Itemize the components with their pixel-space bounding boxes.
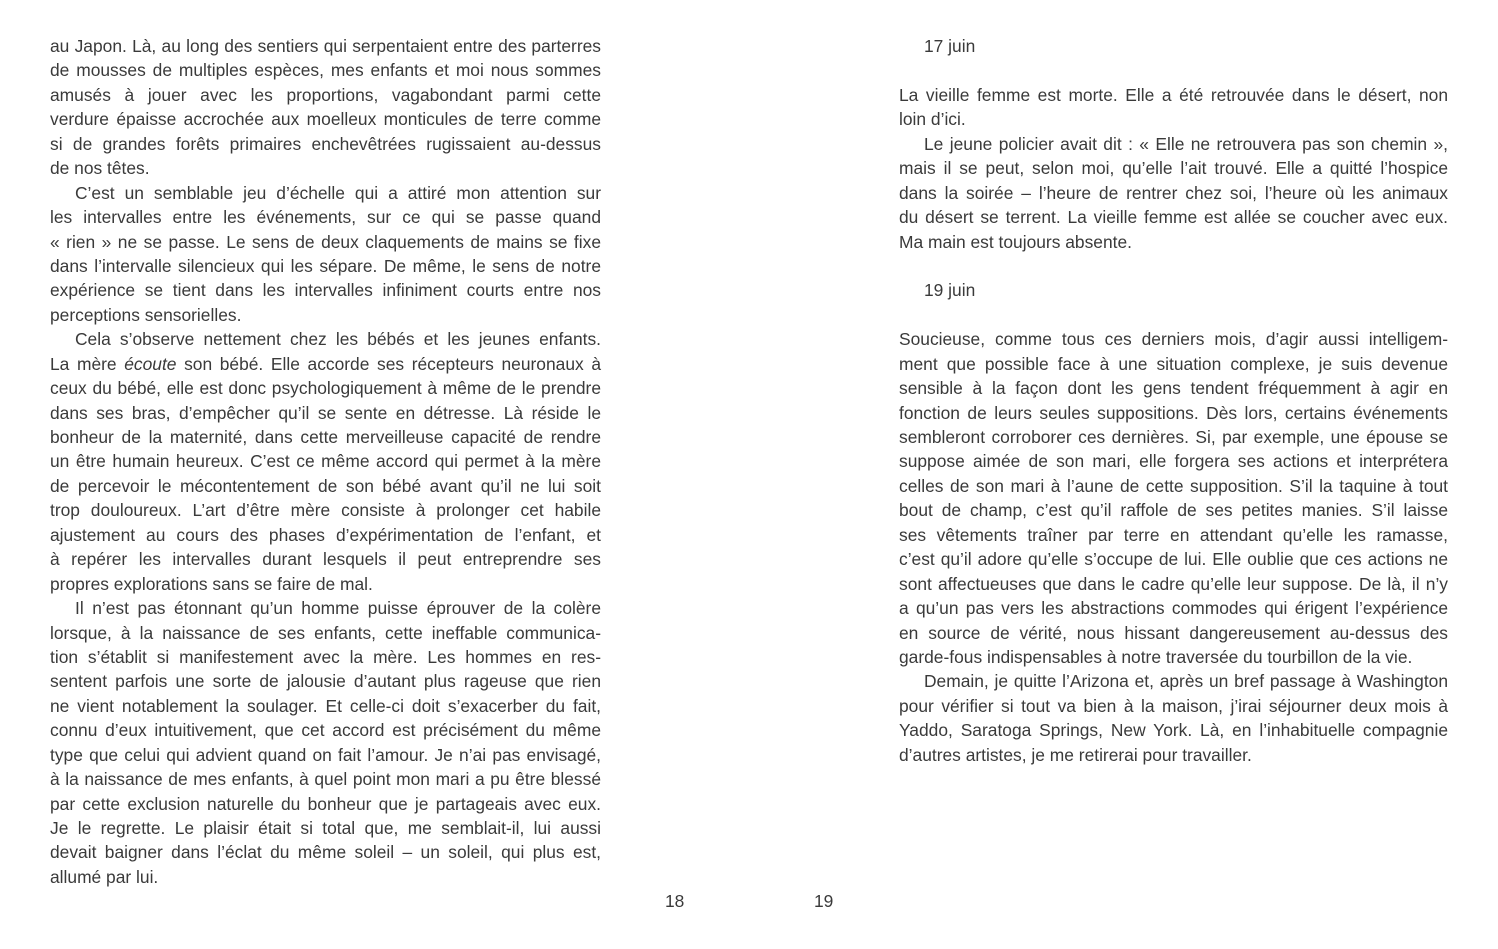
text-line: à repérer les intervalles durant lesquels il peut entreprendre ses [50, 549, 601, 570]
paragraph [50, 327, 601, 596]
text-line: trop douloureux. L’art d’être mère consiste à prolonger cet habile [50, 500, 601, 521]
paragraph [50, 181, 601, 328]
text-line: type que celui qui advient quand on fait l’amour. Je n’ai pas envisagé, [50, 744, 601, 765]
text-line: ne vient notablement la soulager. Et celle-ci doit s’exacerber du fait, [50, 695, 601, 716]
paragraph [899, 669, 1448, 767]
text-line: pour vérifier si tout va bien à la maison, j’irai séjourner deux mois à [899, 695, 1448, 716]
paragraph [50, 34, 601, 181]
italic-emphasis: écoute [124, 353, 177, 374]
text-line: garde-fous indispensables à notre traversée du tourbillon de la vie. [899, 646, 1413, 667]
paragraph [50, 596, 601, 889]
diary-date-heading: 19 juin [924, 280, 976, 301]
text-line: allumé par lui. [50, 866, 159, 887]
text-line: Cela s’observe nettement chez les bébés et les jeunes enfants. [75, 329, 601, 350]
text-line: Le jeune policier avait dit : « Elle ne retrouvera pas son chemin », [924, 133, 1448, 154]
text-line: si de grandes forêts primaires enchevêtrées rugissaient au-dessus [50, 133, 601, 154]
text-line: mais il se peut, selon moi, qu’elle l’ait trouvé. Elle a quitté l’hospice [899, 158, 1448, 179]
text-line: c’est qu’il adore qu’elle s’occupe de lui. Elle oublie que ces actions ne [899, 549, 1448, 570]
text-line: à la naissance de mes enfants, à quel point mon mari a pu être blessé [50, 769, 601, 790]
text-segment: La mère [50, 353, 125, 374]
text-line: « rien » ne se passe. Le sens de deux claquements de mains se fixe [50, 231, 601, 252]
text-line: bout de champ, c’est qu’il raffole de ses petites manies. S’il laisse [899, 500, 1448, 521]
blank-line [899, 303, 1448, 327]
text-line: loin d’ici. [899, 109, 966, 130]
blank-line [899, 254, 1448, 278]
text-line: Il n’est pas étonnant qu’un homme puisse éprouver de la colère [75, 598, 601, 619]
text-line: lorsque, à la naissance de ses enfants, cette ineffable communica- [50, 622, 601, 643]
text-line: amusés à jouer avec les proportions, vagabondant parmi cette [50, 84, 601, 105]
text-line: les intervalles entre les événements, sur ce qui se passe quand [50, 207, 601, 228]
paragraph [899, 132, 1448, 254]
blank-line [899, 58, 1448, 82]
text-line: Je le regrette. Le plaisir était si total que, me semblait-il, lui aussi [50, 818, 601, 838]
text-line: tion s’établit si manifestement avec la mère. Les hommes en res- [50, 646, 601, 667]
text-line: un être humain heureux. C’est ce même accord qui permet à la mère [50, 451, 601, 472]
text-line: de nos têtes. [50, 158, 150, 179]
text-line: dans ses bras, d’empêcher qu’il se sente en détresse. Là réside le [50, 402, 601, 423]
page-number-left: 18 [665, 891, 685, 911]
text-line: expérience se tient dans les intervalles infiniment courts entre nos [50, 280, 601, 301]
text-line: sont affectueuses que dans le cadre qu’elle leur suppose. De là, il n’y [899, 573, 1448, 594]
text-segment: son bébé. Elle accorde ses récepteurs neuronaux à [176, 353, 601, 374]
text-line: Ma main est toujours absente. [899, 231, 1132, 252]
text-line: a qu’un pas vers les abstractions commodes qui érigent l’expérience [899, 598, 1448, 619]
text-line: Yaddo, Saratoga Springs, New York. Là, en l’inhabituelle compagnie [899, 720, 1448, 741]
text-line: dans l’intervalle silencieux qui les sépare. De même, le sens de notre [50, 255, 601, 276]
paragraph [899, 327, 1448, 669]
text-line: Demain, je quitte l’Arizona et, après un bref passage à Washington [924, 671, 1448, 692]
text-line: connu d’eux intuitivement, que cet accord est précisément du même [50, 720, 601, 741]
text-line: ceux du bébé, elle est donc psychologiquement à même de le prendre [50, 378, 601, 399]
text-line: Soucieuse, comme tous ces derniers mois, d’agir aussi intelligem- [899, 329, 1448, 350]
text-line: fonction de leurs seules suppositions. Dès lors, certains événements [899, 402, 1448, 423]
right-page-text [899, 34, 1448, 767]
text-line: devait baigner dans l’éclat du même soleil – un soleil, qui plus est, [50, 842, 601, 863]
text-line: verdure épaisse accrochée aux moelleux monticules de terre comme [50, 109, 601, 130]
text-line: ses vêtements traîner par terre en attendant qu’elle les ramasse, [899, 524, 1448, 545]
text-line: sensible à la façon dont les gens tendent fréquemment à agir en [899, 378, 1448, 399]
text-line: au Japon. Là, au long des sentiers qui serpentaient entre des parterres [50, 36, 601, 56]
text-line: bonheur de la maternité, dans cette merveilleuse capacité de rendre [50, 427, 601, 447]
text-line: perceptions sensorielles. [50, 304, 242, 325]
text-line: d’autres artistes, je me retirerai pour travailler. [899, 744, 1252, 765]
text-line: du désert se terrent. La vieille femme est allée se coucher avec eux. [899, 207, 1448, 228]
paragraph [899, 83, 1448, 132]
text-line [50, 352, 601, 376]
text-line: ment que possible face à une situation complexe, je suis devenue [899, 353, 1448, 374]
text-line: de mousses de multiples espèces, mes enfants et moi nous sommes [50, 60, 601, 81]
text-line: sembleront corroborer ces dernières. Si, par exemple, une épouse se [899, 427, 1448, 447]
text-line: sentent parfois une sorte de jalousie d’autant plus rageuse que rien [50, 671, 601, 692]
text-line: C’est un semblable jeu d’échelle qui a attiré mon attention sur [75, 182, 601, 203]
text-line: celles de son mari à l’aune de cette supposition. S’il la taquine à tout [899, 475, 1448, 496]
page-number-right: 19 [814, 891, 834, 911]
text-line: de percevoir le mécontentement de son bébé avant qu’il ne lui soit [50, 475, 601, 496]
text-line: ajustement au cours des phases d’expérimentation de l’enfant, et [50, 524, 601, 545]
text-line: par cette exclusion naturelle du bonheur que je partageais avec eux. [50, 793, 601, 814]
text-line: La vieille femme est morte. Elle a été retrouvée dans le désert, non [899, 84, 1448, 105]
text-line: suppose aimée de son mari, elle forgera ses actions et interprétera [899, 451, 1448, 472]
text-line: en source de vérité, nous hissant dangereusement au-dessus des [899, 622, 1448, 643]
diary-date-heading: 17 juin [924, 36, 976, 56]
text-line: propres explorations sans se faire de mal. [50, 573, 373, 594]
left-page-text [50, 34, 601, 889]
text-line: dans la soirée – l’heure de rentrer chez soi, l’heure où les animaux [899, 182, 1448, 203]
